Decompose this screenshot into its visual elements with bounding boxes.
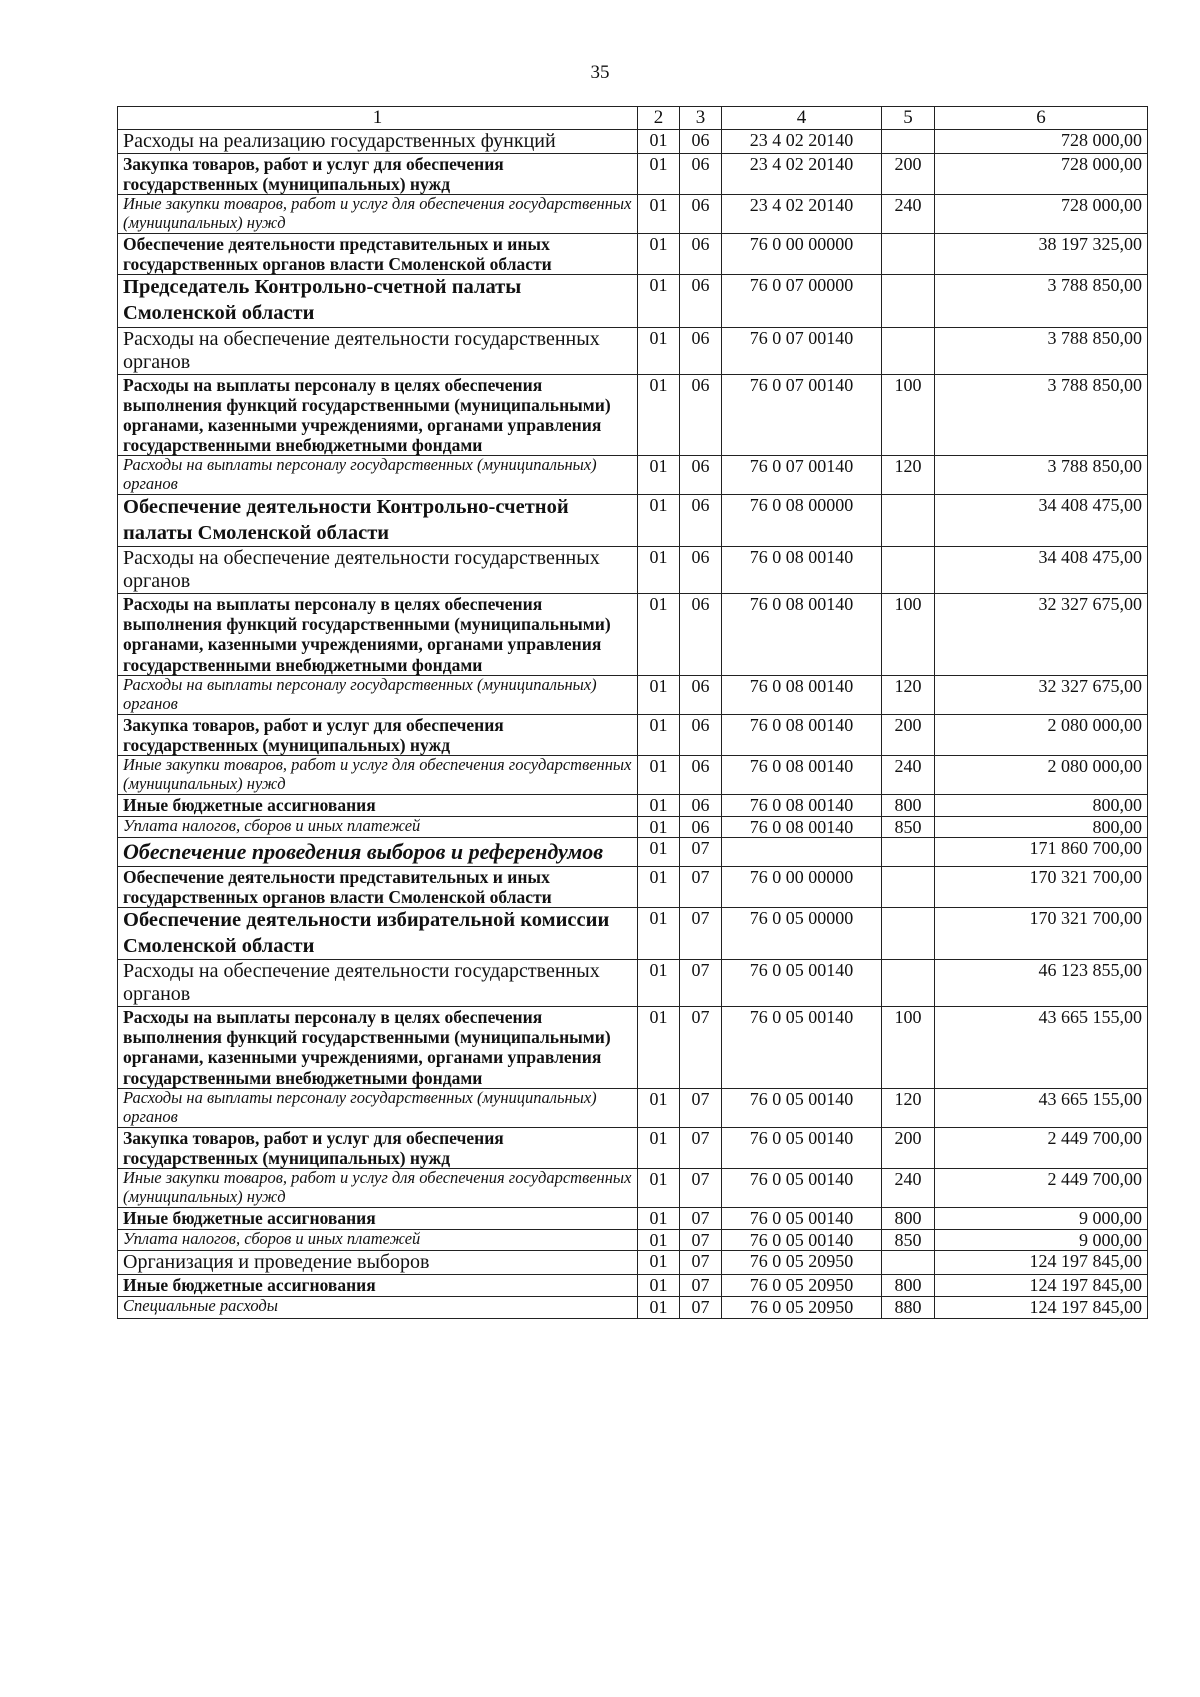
section-code-cell: 01	[638, 1296, 680, 1318]
subsection-code-cell: 06	[680, 794, 722, 816]
row-name-cell: Уплата налогов, сборов и иных платежей	[118, 1229, 638, 1251]
target-article-cell: 76 0 08 00140	[722, 755, 882, 794]
amount-cell: 3 788 850,00	[935, 275, 1148, 327]
amount-cell: 800,00	[935, 816, 1148, 838]
table-row	[118, 594, 1148, 676]
row-name-cell: Расходы на выплаты персоналу государственных (муниципальных) органов	[118, 456, 638, 495]
row-name-cell: Организация и проведение выборов	[118, 1251, 638, 1275]
expense-type-cell: 880	[882, 1296, 935, 1318]
subsection-code-cell: 07	[680, 1275, 722, 1297]
section-code-cell: 01	[638, 1251, 680, 1275]
expense-type-cell: 800	[882, 1207, 935, 1229]
target-article-cell: 76 0 05 00000	[722, 907, 882, 959]
target-article-cell: 76 0 05 00140	[722, 1207, 882, 1229]
section-code-cell: 01	[638, 1088, 680, 1127]
amount-cell: 2 080 000,00	[935, 714, 1148, 755]
expense-type-cell	[882, 1251, 935, 1275]
row-name-cell: Расходы на реализацию государственных функций	[118, 129, 638, 153]
amount-cell: 9 000,00	[935, 1207, 1148, 1229]
expense-type-cell: 800	[882, 794, 935, 816]
section-code-cell: 01	[638, 195, 680, 234]
row-name-cell: Закупка товаров, работ и услуг для обеспечения государственных (муниципальных) нужд	[118, 153, 638, 194]
amount-cell: 34 408 475,00	[935, 547, 1148, 594]
subsection-code-cell: 06	[680, 153, 722, 194]
table-row	[118, 1007, 1148, 1089]
row-name-cell: Закупка товаров, работ и услуг для обеспечения государственных (муниципальных) нужд	[118, 714, 638, 755]
amount-cell: 171 860 700,00	[935, 838, 1148, 867]
section-code-cell: 01	[638, 838, 680, 867]
target-article-cell: 76 0 08 00140	[722, 816, 882, 838]
amount-cell: 728 000,00	[935, 195, 1148, 234]
subsection-code-cell: 06	[680, 456, 722, 495]
expense-type-cell: 100	[882, 374, 935, 456]
subsection-code-cell: 06	[680, 675, 722, 714]
row-name-cell: Иные бюджетные ассигнования	[118, 1275, 638, 1297]
section-code-cell: 01	[638, 327, 680, 374]
expense-type-cell	[882, 494, 935, 546]
table-row	[118, 1127, 1148, 1168]
subsection-code-cell: 06	[680, 374, 722, 456]
section-code-cell: 01	[638, 1127, 680, 1168]
subsection-code-cell: 07	[680, 1007, 722, 1089]
amount-cell: 46 123 855,00	[935, 960, 1148, 1007]
subsection-code-cell: 07	[680, 1229, 722, 1251]
section-code-cell: 01	[638, 234, 680, 275]
subsection-code-cell: 07	[680, 907, 722, 959]
table-row	[118, 547, 1148, 594]
expense-type-cell	[882, 547, 935, 594]
subsection-code-cell: 06	[680, 195, 722, 234]
target-article-cell: 76 0 07 00140	[722, 327, 882, 374]
column-header-4: 4	[722, 107, 882, 130]
row-name-cell: Специальные расходы	[118, 1296, 638, 1318]
subsection-code-cell: 07	[680, 1251, 722, 1275]
row-name-cell: Расходы на обеспечение деятельности государственных органов	[118, 327, 638, 374]
row-name-cell: Закупка товаров, работ и услуг для обеспечения государственных (муниципальных) нужд	[118, 1127, 638, 1168]
row-name-cell: Иные бюджетные ассигнования	[118, 794, 638, 816]
column-header-3: 3	[680, 107, 722, 130]
section-code-cell: 01	[638, 275, 680, 327]
expense-type-cell: 240	[882, 1168, 935, 1207]
section-code-cell: 01	[638, 456, 680, 495]
target-article-cell: 76 0 00 00000	[722, 234, 882, 275]
expense-type-cell: 120	[882, 1088, 935, 1127]
expense-type-cell: 850	[882, 1229, 935, 1251]
expense-type-cell: 120	[882, 456, 935, 495]
amount-cell: 2 449 700,00	[935, 1168, 1148, 1207]
target-article-cell: 76 0 05 00140	[722, 1127, 882, 1168]
table-row	[118, 1251, 1148, 1275]
amount-cell: 170 321 700,00	[935, 866, 1148, 907]
section-code-cell: 01	[638, 714, 680, 755]
row-name-cell: Расходы на обеспечение деятельности государственных органов	[118, 960, 638, 1007]
target-article-cell: 76 0 08 00000	[722, 494, 882, 546]
amount-cell: 9 000,00	[935, 1229, 1148, 1251]
table-row	[118, 1229, 1148, 1251]
table-row	[118, 1088, 1148, 1127]
section-code-cell: 01	[638, 1229, 680, 1251]
table-row	[118, 1296, 1148, 1318]
table-row	[118, 816, 1148, 838]
section-code-cell: 01	[638, 866, 680, 907]
expense-type-cell	[882, 129, 935, 153]
table-body	[118, 129, 1148, 1318]
row-name-cell: Председатель Контрольно-счетной палаты Смоленской области	[118, 275, 638, 327]
table-row	[118, 838, 1148, 867]
subsection-code-cell: 06	[680, 494, 722, 546]
target-article-cell: 76 0 07 00140	[722, 374, 882, 456]
row-name-cell: Иные закупки товаров, работ и услуг для обеспечения государственных (муниципальных) нужд	[118, 755, 638, 794]
subsection-code-cell: 06	[680, 234, 722, 275]
row-name-cell: Иные закупки товаров, работ и услуг для обеспечения государственных (муниципальных) нужд	[118, 1168, 638, 1207]
expense-type-cell	[882, 907, 935, 959]
column-header-1: 1	[118, 107, 638, 130]
section-code-cell: 01	[638, 129, 680, 153]
amount-cell: 43 665 155,00	[935, 1088, 1148, 1127]
section-code-cell: 01	[638, 794, 680, 816]
expense-type-cell: 200	[882, 714, 935, 755]
table-row	[118, 275, 1148, 327]
target-article-cell: 23 4 02 20140	[722, 129, 882, 153]
section-code-cell: 01	[638, 594, 680, 676]
row-name-cell: Расходы на выплаты персоналу государственных (муниципальных) органов	[118, 675, 638, 714]
expense-type-cell: 240	[882, 195, 935, 234]
page-number: 35	[590, 62, 610, 83]
row-name-cell: Обеспечение деятельности избирательной комиссии Смоленской области	[118, 907, 638, 959]
row-name-cell: Расходы на выплаты персоналу в целях обеспечения выполнения функций государственными (муниципальными) органами, казенными учреждениями, органами управления государственными внебюджетными фондами	[118, 374, 638, 456]
amount-cell: 170 321 700,00	[935, 907, 1148, 959]
column-header-2: 2	[638, 107, 680, 130]
amount-cell: 3 788 850,00	[935, 456, 1148, 495]
section-code-cell: 01	[638, 960, 680, 1007]
expense-type-cell: 200	[882, 153, 935, 194]
table-row	[118, 794, 1148, 816]
table-row	[118, 1168, 1148, 1207]
row-name-cell: Обеспечение деятельности представительных и иных государственных органов власти Смоленской области	[118, 234, 638, 275]
target-article-cell: 76 0 08 00140	[722, 794, 882, 816]
target-article-cell	[722, 838, 882, 867]
target-article-cell: 76 0 05 00140	[722, 1007, 882, 1089]
table-row	[118, 907, 1148, 959]
subsection-code-cell: 06	[680, 594, 722, 676]
subsection-code-cell: 06	[680, 714, 722, 755]
table-row	[118, 866, 1148, 907]
expense-type-cell	[882, 327, 935, 374]
table-row	[118, 675, 1148, 714]
row-name-cell: Обеспечение деятельности Контрольно-счетной палаты Смоленской области	[118, 494, 638, 546]
subsection-code-cell: 07	[680, 1168, 722, 1207]
subsection-code-cell: 07	[680, 1207, 722, 1229]
section-code-cell: 01	[638, 907, 680, 959]
section-code-cell: 01	[638, 1007, 680, 1089]
subsection-code-cell: 06	[680, 275, 722, 327]
row-name-cell: Расходы на выплаты персоналу государственных (муниципальных) органов	[118, 1088, 638, 1127]
subsection-code-cell: 06	[680, 129, 722, 153]
table-row	[118, 327, 1148, 374]
column-header-5: 5	[882, 107, 935, 130]
section-code-cell: 01	[638, 547, 680, 594]
amount-cell: 124 197 845,00	[935, 1251, 1148, 1275]
subsection-code-cell: 07	[680, 1127, 722, 1168]
expense-type-cell: 800	[882, 1275, 935, 1297]
amount-cell: 124 197 845,00	[935, 1296, 1148, 1318]
target-article-cell: 76 0 05 20950	[722, 1251, 882, 1275]
target-article-cell: 76 0 05 00140	[722, 1168, 882, 1207]
amount-cell: 124 197 845,00	[935, 1275, 1148, 1297]
expense-type-cell: 200	[882, 1127, 935, 1168]
table-row	[118, 234, 1148, 275]
subsection-code-cell: 06	[680, 327, 722, 374]
section-code-cell: 01	[638, 1168, 680, 1207]
column-header-6: 6	[935, 107, 1148, 130]
subsection-code-cell: 07	[680, 1296, 722, 1318]
expense-type-cell: 850	[882, 816, 935, 838]
table-header-row	[118, 107, 1148, 130]
section-code-cell: 01	[638, 153, 680, 194]
target-article-cell: 76 0 08 00140	[722, 714, 882, 755]
expense-type-cell: 240	[882, 755, 935, 794]
section-code-cell: 01	[638, 1275, 680, 1297]
target-article-cell: 76 0 07 00140	[722, 456, 882, 495]
target-article-cell: 23 4 02 20140	[722, 153, 882, 194]
subsection-code-cell: 06	[680, 816, 722, 838]
section-code-cell: 01	[638, 816, 680, 838]
row-name-cell: Расходы на выплаты персоналу в целях обеспечения выполнения функций государственными (муниципальными) органами, казенными учреждениями, органами управления государственными внебюджетными фондами	[118, 1007, 638, 1089]
target-article-cell: 76 0 05 00140	[722, 1088, 882, 1127]
row-name-cell: Уплата налогов, сборов и иных платежей	[118, 816, 638, 838]
table-row	[118, 195, 1148, 234]
target-article-cell: 23 4 02 20140	[722, 195, 882, 234]
target-article-cell: 76 0 07 00000	[722, 275, 882, 327]
section-code-cell: 01	[638, 755, 680, 794]
expense-type-cell	[882, 275, 935, 327]
amount-cell: 2 449 700,00	[935, 1127, 1148, 1168]
table-row	[118, 494, 1148, 546]
table-row	[118, 714, 1148, 755]
amount-cell: 800,00	[935, 794, 1148, 816]
target-article-cell: 76 0 08 00140	[722, 547, 882, 594]
subsection-code-cell: 07	[680, 866, 722, 907]
target-article-cell: 76 0 05 20950	[722, 1275, 882, 1297]
row-name-cell: Расходы на выплаты персоналу в целях обеспечения выполнения функций государственными (муниципальными) органами, казенными учреждениями, органами управления государственными внебюджетными фондами	[118, 594, 638, 676]
amount-cell: 38 197 325,00	[935, 234, 1148, 275]
amount-cell: 3 788 850,00	[935, 327, 1148, 374]
table-row	[118, 1275, 1148, 1297]
target-article-cell: 76 0 05 00140	[722, 1229, 882, 1251]
expense-type-cell	[882, 866, 935, 907]
row-name-cell: Обеспечение деятельности представительных и иных государственных органов власти Смоленской области	[118, 866, 638, 907]
section-code-cell: 01	[638, 675, 680, 714]
target-article-cell: 76 0 08 00140	[722, 594, 882, 676]
amount-cell: 43 665 155,00	[935, 1007, 1148, 1089]
target-article-cell: 76 0 08 00140	[722, 675, 882, 714]
subsection-code-cell: 07	[680, 838, 722, 867]
amount-cell: 32 327 675,00	[935, 675, 1148, 714]
amount-cell: 728 000,00	[935, 153, 1148, 194]
target-article-cell: 76 0 00 00000	[722, 866, 882, 907]
amount-cell: 32 327 675,00	[935, 594, 1148, 676]
row-name-cell: Иные закупки товаров, работ и услуг для обеспечения государственных (муниципальных) нужд	[118, 195, 638, 234]
expense-type-cell: 100	[882, 594, 935, 676]
subsection-code-cell: 06	[680, 547, 722, 594]
expense-type-cell: 100	[882, 1007, 935, 1089]
amount-cell: 2 080 000,00	[935, 755, 1148, 794]
table-row	[118, 1207, 1148, 1229]
target-article-cell: 76 0 05 20950	[722, 1296, 882, 1318]
expense-type-cell	[882, 838, 935, 867]
amount-cell: 728 000,00	[935, 129, 1148, 153]
table-row	[118, 755, 1148, 794]
table-row	[118, 153, 1148, 194]
section-code-cell: 01	[638, 374, 680, 456]
expense-type-cell	[882, 960, 935, 1007]
subsection-code-cell: 06	[680, 755, 722, 794]
table-row	[118, 960, 1148, 1007]
section-code-cell: 01	[638, 1207, 680, 1229]
row-name-cell: Обеспечение проведения выборов и референдумов	[118, 838, 638, 867]
budget-table	[117, 106, 1148, 1319]
amount-cell: 3 788 850,00	[935, 374, 1148, 456]
table-row	[118, 456, 1148, 495]
table-row	[118, 129, 1148, 153]
subsection-code-cell: 07	[680, 1088, 722, 1127]
expense-type-cell	[882, 234, 935, 275]
table-row	[118, 374, 1148, 456]
section-code-cell: 01	[638, 494, 680, 546]
expense-type-cell: 120	[882, 675, 935, 714]
row-name-cell: Расходы на обеспечение деятельности государственных органов	[118, 547, 638, 594]
amount-cell: 34 408 475,00	[935, 494, 1148, 546]
target-article-cell: 76 0 05 00140	[722, 960, 882, 1007]
row-name-cell: Иные бюджетные ассигнования	[118, 1207, 638, 1229]
subsection-code-cell: 07	[680, 960, 722, 1007]
